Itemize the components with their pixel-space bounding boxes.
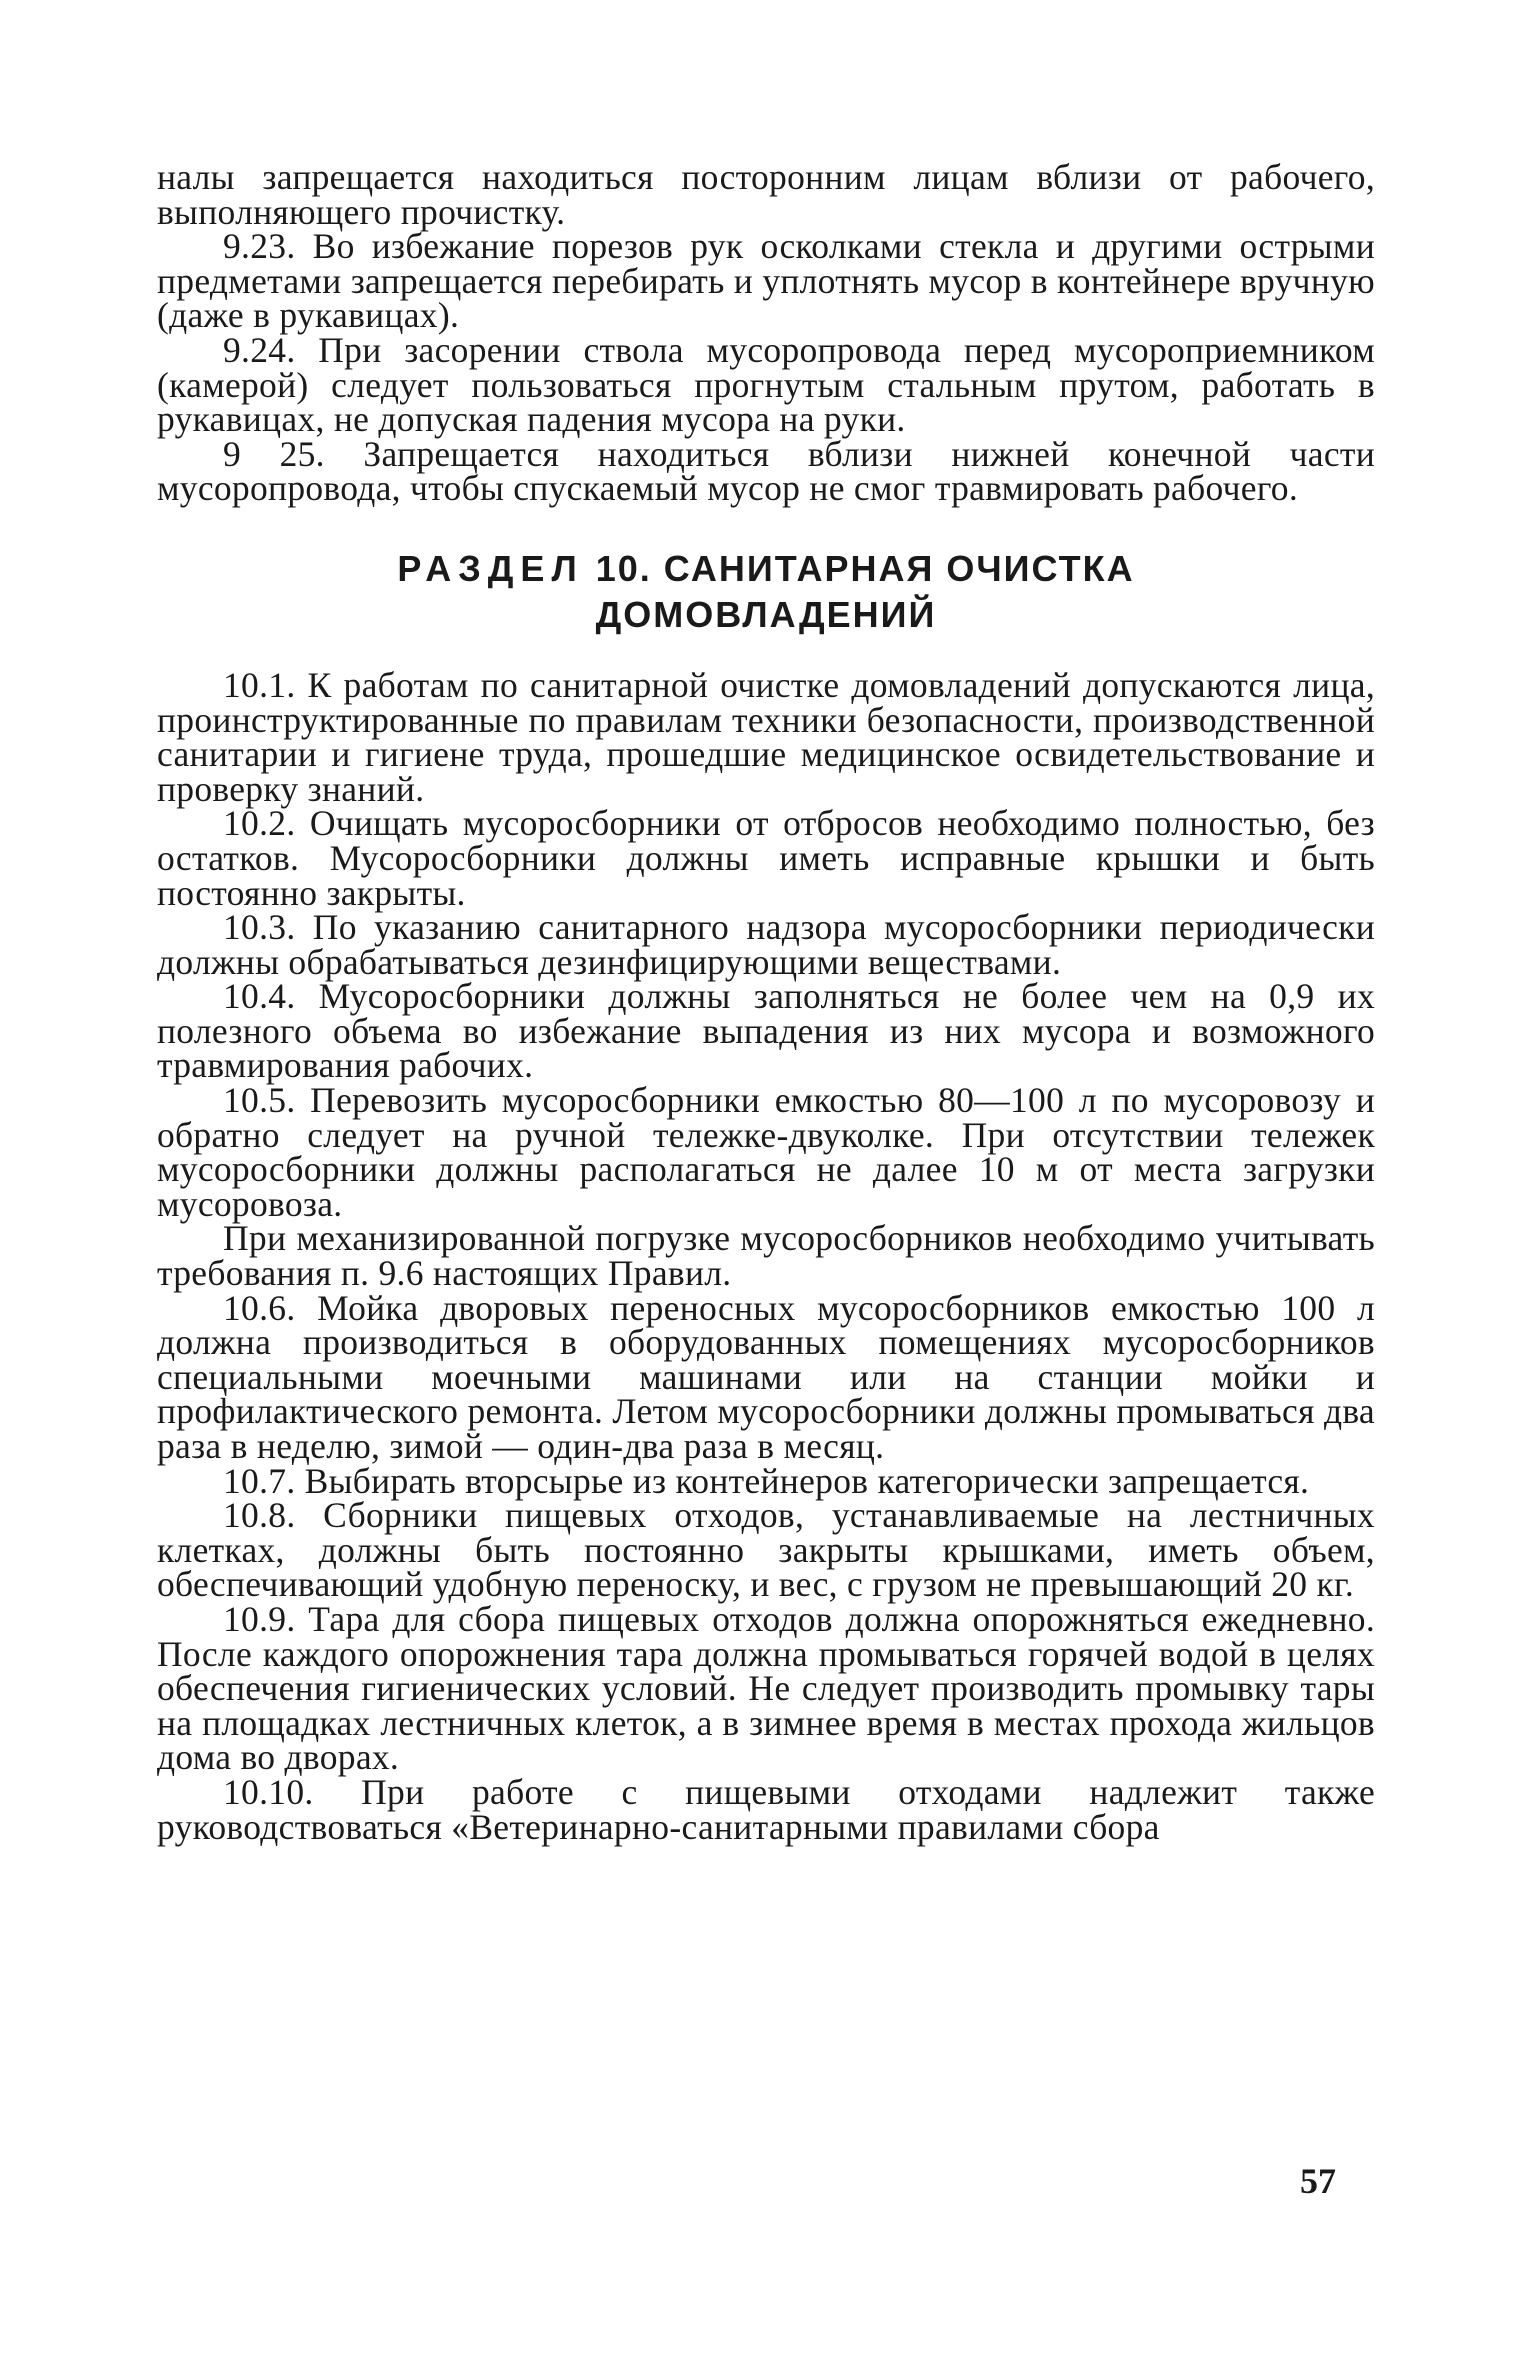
paragraph-10-2: 10.2. Очищать мусоросборники от отбросов необходимо полностью, без остатков. Мусоросборники должны иметь исправные крышки и быть постоянно закрыты. (157, 803, 1375, 913)
section-heading-line1 (157, 546, 1375, 592)
paragraph-10-1: 10.1. К работам по санитарной очистке домовладений допускаются лица, проинструктированные по правилам техники безопасности, производственной санитарии и гигиене труда, прошедшие медицинское освидетельствование и проверку знаний. (157, 664, 1375, 809)
paragraph-10-8: 10.8. Сборники пищевых отходов, устанавливаемые на лестничных клетках, должны быть постоянно закрыты крышками, иметь объем, обеспечивающий удобную переноску, и вес, с грузом не превышающий 20 кг. (157, 1495, 1375, 1605)
section-title-line1: 10. САНИТАРНАЯ ОЧИСТКА (595, 547, 1135, 589)
paragraph-10-3: 10.3. По указанию санитарного надзора мусоросборники периодически должны обрабатываться дезинфицирующими веществами. (157, 907, 1375, 982)
paragraph-10-4: 10.4. Мусоросборники должны заполняться не более чем на 0,9 их полезного объема во избежание выпадения из них мусора и возможного травмирования рабочих. (157, 976, 1375, 1086)
paragraph-10-5: 10.5. Перевозить мусоросборники емкостью 80—100 л по мусоровозу и обратно следует на ручной тележке-двуколке. При отсутствии тележек мусоросборники должны располагаться не далее 10 м от места загрузки мусоровоза. (157, 1080, 1375, 1224)
paragraph-10-7: 10.7. Выбирать вторсырье из контейнеров категорически запрещается. (223, 1460, 1310, 1501)
paragraph-9-25: 9 25. Запрещается находиться вблизи нижней конечной части мусоропровода, чтобы спускаемый мусор не смог травмировать рабочего. (157, 433, 1375, 509)
section-title-line2: ДОМОВЛАДЕНИЙ (595, 593, 937, 635)
section-heading (157, 546, 1375, 638)
paragraph-10-6: 10.6. Мойка дворовых переносных мусоросборников емкостью 100 л должна производиться в оборудованных помещениях мусоросборников специальными моечными машинами или на станции мойки и профилактического ремонта. Летом мусоросборники должны промываться два раза в неделю, зимой — один-два раза в месяц. (157, 1287, 1375, 1466)
paragraph-9-23: 9.23. Во избежание порезов рук осколками стекла и другими острыми предметами запрещается перебирать и уплотнять мусор в контейнере вручную (даже в рукавицах). (157, 226, 1375, 336)
paragraph-continuation: налы запрещается находиться посторонним лицам вблизи от рабочего, выполняющего прочистку. (157, 157, 1375, 232)
paragraph-10-10: 10.10. При работе с пищевыми отходами надлежит также руководствоваться «Ветеринарно-санитарными правилами сбора (157, 1771, 1375, 1847)
page-number: 57 (1300, 2161, 1336, 2201)
paragraph-10-5-note: При механизированной погрузке мусоросборников необходимо учитывать требования п. 9.6 настоящих Правил. (157, 1218, 1375, 1294)
paragraph-9-24: 9.24. При засорении ствола мусоропровода перед мусороприемником (камерой) следует пользоваться прогнутым стальным прутом, работать в рукавицах, не допуская падения мусора на руки. (157, 329, 1375, 440)
paragraph-10-9: 10.9. Тара для сбора пищевых отходов должна опорожняться ежедневно. После каждого опорожнения тара должна промываться горячей водой в целях обеспечения гигиенических условий. Не следует производить промывку тары на площадках лестничных клеток, а в зимнее время в местах прохода жильцов дома во дворах. (157, 1598, 1375, 1778)
section-label: РАЗДЕЛ (397, 547, 584, 589)
page-body (157, 157, 1375, 1847)
